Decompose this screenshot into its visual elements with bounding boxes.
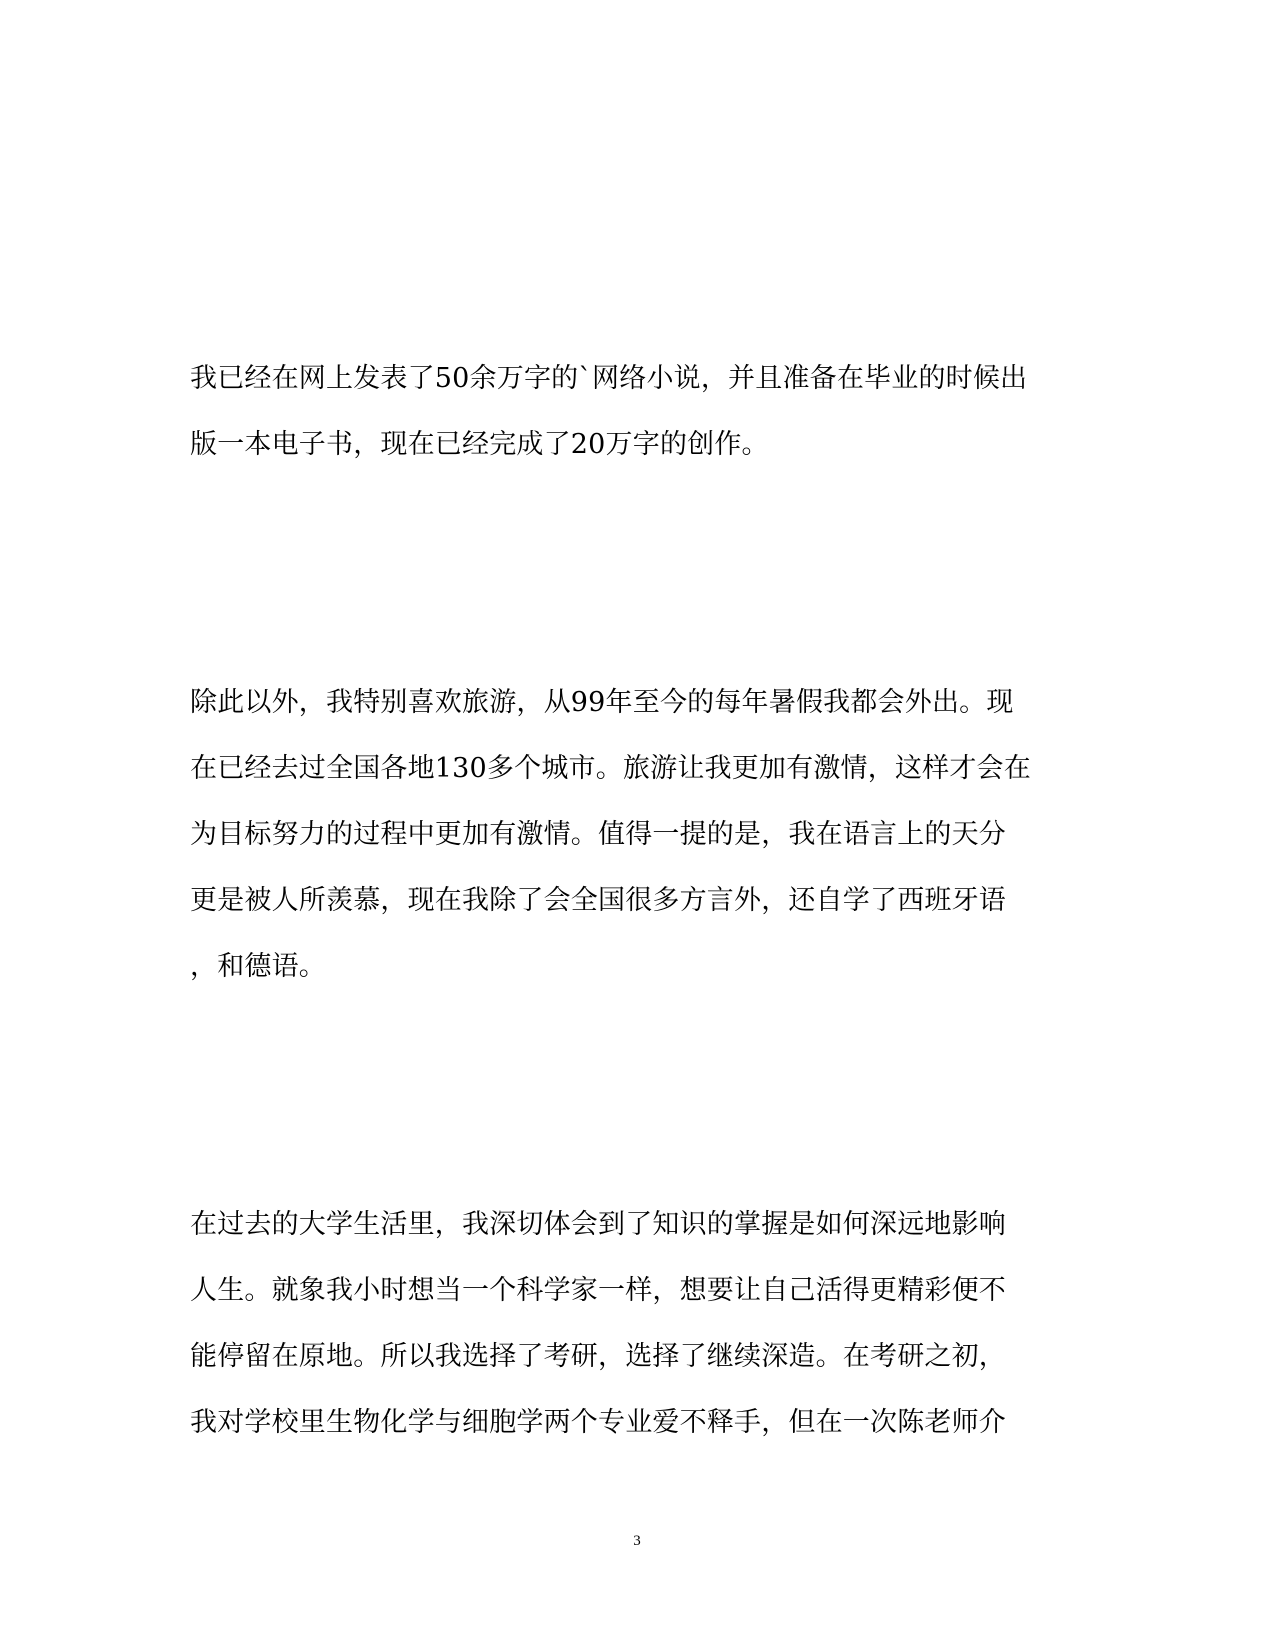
paragraph-2-line-2: 在已经去过全国各地130多个城市。旅游让我更加有激情，这样才会在 xyxy=(190,753,1031,784)
paragraph-2-line-5: ，和德语。 xyxy=(190,951,326,982)
paragraph-2-line-3: 为目标努力的过程中更加有激情。值得一提的是，我在语言上的天分 xyxy=(190,819,1006,850)
paragraph-1-line-1: 我已经在网上发表了50余万字的`网络小说，并且准备在毕业的时候出 xyxy=(190,363,1028,394)
paragraph-3-line-4: 我对学校里生物化学与细胞学两个专业爱不释手，但在一次陈老师介 xyxy=(190,1407,1006,1438)
paragraph-1-line-2: 版一本电子书，现在已经完成了20万字的创作。 xyxy=(190,429,769,460)
paragraph-2-line-1: 除此以外，我特别喜欢旅游，从99年至今的每年暑假我都会外出。现 xyxy=(190,687,1014,718)
paragraph-2-line-4: 更是被人所羡慕，现在我除了会全国很多方言外，还自学了西班牙语 xyxy=(190,885,1006,916)
page-number: 3 xyxy=(633,1533,641,1549)
paragraph-3-line-1: 在过去的大学生活里，我深切体会到了知识的掌握是如何深远地影响 xyxy=(190,1209,1006,1240)
paragraph-3-line-3: 能停留在原地。所以我选择了考研，选择了继续深造。在考研之初， xyxy=(190,1341,1006,1372)
paragraph-3-line-2: 人生。就象我小时想当一个科学家一样，想要让自己活得更精彩便不 xyxy=(190,1275,1006,1306)
